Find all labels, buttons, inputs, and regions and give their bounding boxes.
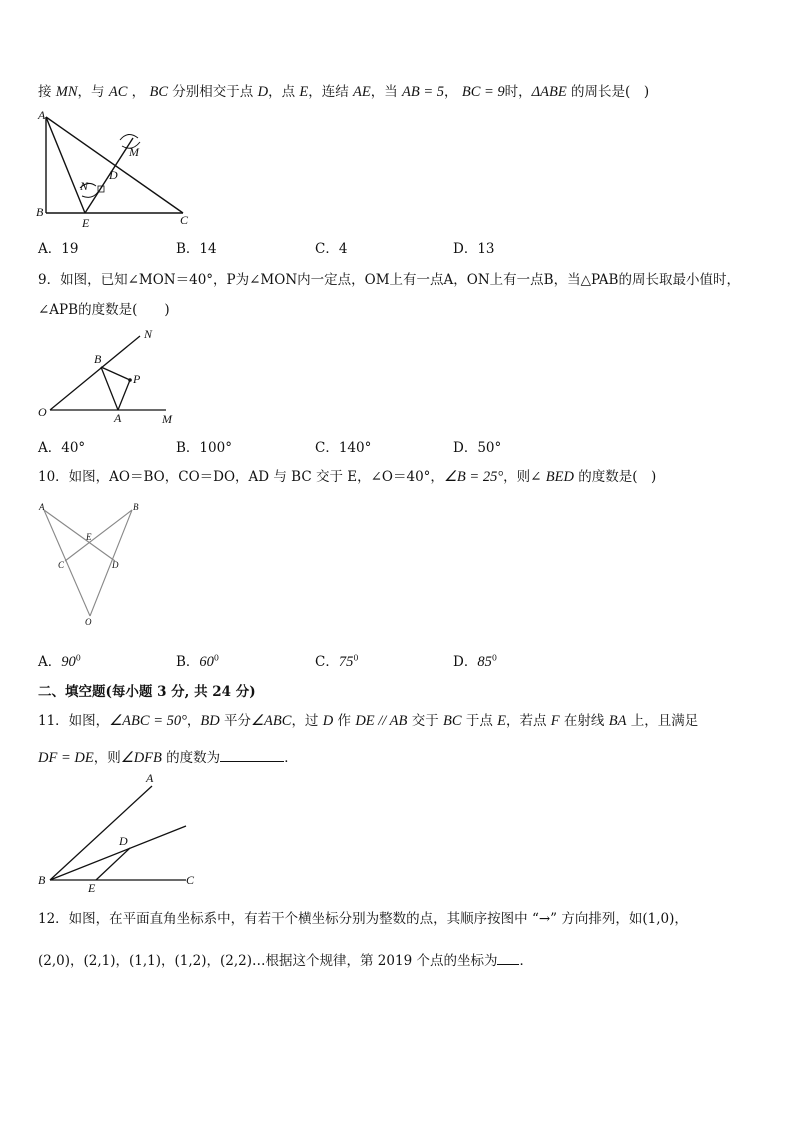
section-heading: 二、填空题(每小题 3 分, 共 24 分) [38,684,256,700]
q8-stem: 接 MN，与 AC ， BC 分别相交于点 D，点 E，连结 AE，当 AB = 5， BC = 9时，ΔABE 的周长是( ) [38,84,650,100]
q9-line1: 9．如图，已知∠MON＝40°，P为∠MON内一定点，OM上有一点A，ON上有一点B，当△PAB的周长取最小值时， [38,272,740,288]
q11-label-B: B [38,873,46,887]
q11-line2: DF = DE，则∠DFB 的度数为 ． [38,747,298,768]
q10-stem: 10．如图，AO＝BO，CO＝DO，AD 与 BC 交于 E，∠O＝40°，∠B = 25°，则∠ BED 的度数是( ) [38,469,657,485]
q10-option-a[interactable]: A．$90^0$ [38,653,81,670]
q9-option-a[interactable]: A．40° [38,440,86,456]
q8-label-C: C [180,213,189,227]
q9-label-P: P [133,372,141,386]
q11-line1: 11．如图，∠ABC = 50°，BD 平分∠ABC，过 D 作 DE // AB 交于 BC 于点 E，若点 F 在射线 BA 上，且满足 [38,713,699,729]
q11-label-D: D [119,834,128,848]
q9-option-c[interactable]: C．140° [315,440,372,456]
q10-label-A: A [39,502,45,512]
q9-label-O: O [38,405,47,419]
q8-label-M: M [129,145,139,159]
q12-line2: (2,0)，(2,1)，(1,1)，(1,2)，(2,2)…根据这个规律，第 2019 个点的坐标为 ． [38,950,533,971]
q8-options [38,237,598,257]
q8-figure [36,110,196,230]
q10-option-d[interactable]: D．$85^0$ [453,653,497,670]
q11-label-E: E [88,881,96,895]
q12-line1: 12．如图，在平面直角坐标系中，有若干个横坐标分别为整数的点，其顺序按图中 “→” 方向排列，如(1,0)， [38,911,688,927]
q9-option-b[interactable]: B．100° [176,440,232,456]
q9-options [38,436,598,456]
q9-label-M: M [162,412,172,426]
q8-label-D: D [109,168,118,182]
q10-option-c[interactable]: C．$75^0$ [315,653,359,670]
q9-line2: ∠APB的度数是( ) [38,302,170,318]
q9-figure [36,326,186,426]
q10-label-E: E [86,532,92,542]
q8-option-b[interactable]: B．14 [176,241,217,257]
q11-figure [36,770,216,895]
q10-option-b[interactable]: B．$60^0$ [176,653,220,670]
q8-label-A: A [38,108,46,122]
q11-label-C: C [186,873,195,887]
q10-label-B: B [133,502,139,512]
q8-label-E: E [82,216,90,230]
q11-label-A: A [146,771,154,785]
q10-label-C: C [58,560,65,570]
q8-option-a[interactable]: A．19 [38,241,79,257]
q11-answer-blank[interactable] [220,747,284,762]
q8-label-N: N [80,179,89,193]
q9-option-d[interactable]: D．50° [453,440,502,456]
q10-label-O: O [85,617,92,627]
q10-options [38,650,598,670]
q10-label-D: D [112,560,119,570]
q8-label-B: B [36,205,44,219]
q9-label-N: N [144,327,153,341]
q9-label-A: A [114,411,122,425]
q8-option-d[interactable]: D．13 [453,241,495,257]
q9-label-B: B [94,352,102,366]
q8-option-c[interactable]: C．4 [315,241,348,257]
q12-answer-blank[interactable] [497,950,519,965]
q10-figure [36,500,156,630]
